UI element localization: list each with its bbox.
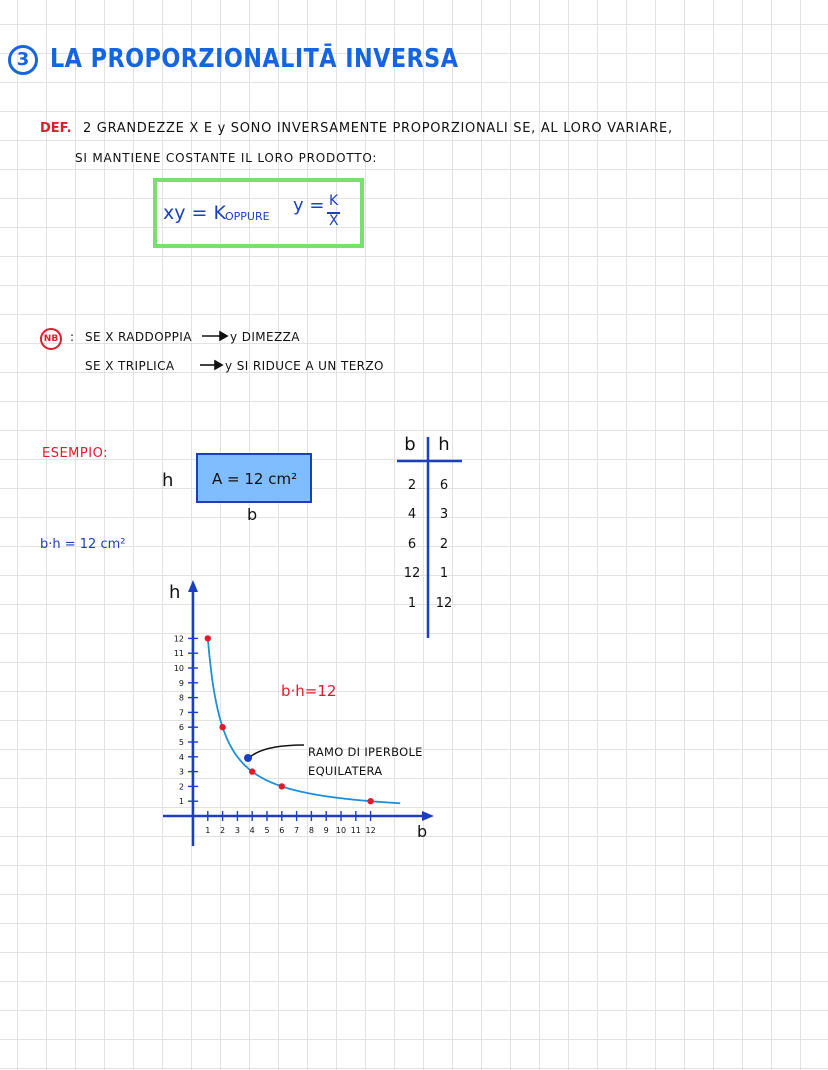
rectangle-area-label: A = 12 cm² bbox=[212, 470, 298, 488]
y-tick-label: 2 bbox=[178, 782, 184, 792]
table-cell: 1 bbox=[407, 596, 417, 611]
data-point bbox=[249, 768, 255, 774]
x-axis-label: b bbox=[417, 822, 428, 841]
formula-product: xy = K bbox=[163, 202, 226, 224]
x-tick-label: 5 bbox=[264, 826, 270, 835]
x-tick-label: 1 bbox=[205, 826, 211, 835]
table-cell: 12 bbox=[403, 566, 421, 581]
y-axis-label: h bbox=[169, 582, 181, 603]
table-cell: 2 bbox=[439, 537, 449, 552]
annotation-arrow-icon bbox=[244, 745, 304, 762]
x-tick-label: 2 bbox=[220, 826, 226, 835]
y-tick-label: 10 bbox=[173, 664, 184, 673]
rectangle-height-label: h bbox=[162, 470, 174, 491]
nb-rule-1-condition: SE X RADDOPPIA bbox=[85, 330, 192, 344]
x-tick-label: 6 bbox=[279, 826, 285, 835]
y-tick-label: 1 bbox=[178, 797, 184, 807]
formula-numerator: K bbox=[329, 193, 339, 209]
table-cell: 2 bbox=[407, 478, 417, 493]
x-tick-label: 3 bbox=[234, 826, 240, 835]
y-axis-arrow-icon bbox=[188, 580, 198, 592]
data-point bbox=[205, 635, 211, 641]
x-tick-label: 8 bbox=[308, 826, 314, 835]
section-number-badge: 3 bbox=[8, 45, 38, 75]
y-tick-label: 12 bbox=[173, 634, 184, 644]
curve-equation-label: b·h=12 bbox=[281, 682, 337, 700]
definition-line-2: SI MANTIENE COSTANTE IL LORO PRODOTTO: bbox=[75, 151, 378, 165]
y-tick-label: 8 bbox=[178, 693, 184, 703]
table-header-b: b bbox=[404, 434, 416, 455]
x-tick-label: 4 bbox=[249, 826, 255, 835]
page-title: LA PROPORZIONALITĀ INVERSA bbox=[50, 44, 459, 74]
y-tick-label: 6 bbox=[178, 723, 184, 733]
formula-lhs: y = bbox=[293, 195, 325, 216]
nb-separator: : bbox=[70, 330, 75, 344]
curve-annotation: RAMO DI IPERBOLE EQUILATERA bbox=[308, 745, 423, 778]
table-header-h: h bbox=[438, 434, 450, 455]
rectangle-base-label: b bbox=[247, 505, 258, 524]
y-tick-label: 5 bbox=[178, 738, 184, 747]
nb-rule-1-result: y DIMEZZA bbox=[230, 330, 300, 344]
x-axis-arrow-icon bbox=[422, 811, 434, 821]
nb-rule-2-result: y SI RIDUCE A UN TERZO bbox=[225, 359, 384, 373]
product-equation: b·h = 12 cm² bbox=[40, 537, 126, 552]
table-cell: 12 bbox=[435, 596, 453, 611]
formula-connector: OPPURE bbox=[225, 210, 270, 223]
nb-rule-2-condition: SE X TRIPLICA bbox=[85, 359, 175, 373]
definition-label: DEF. bbox=[40, 121, 72, 136]
y-tick-label: 9 bbox=[178, 678, 184, 688]
y-tick-label: 3 bbox=[178, 767, 184, 777]
table-cell: 6 bbox=[439, 478, 449, 493]
y-tick-label: 11 bbox=[173, 649, 184, 659]
x-tick-label: 10 bbox=[335, 826, 347, 835]
x-tick-label: 11 bbox=[350, 826, 361, 835]
y-tick-label: 4 bbox=[178, 752, 184, 762]
table-cell: 3 bbox=[439, 507, 449, 522]
nb-badge: NB bbox=[40, 328, 62, 350]
definition-line-1: 2 GRANDEZZE X E y SONO INVERSAMENTE PROPORZIONALI SE, AL LORO VARIARE, bbox=[83, 121, 673, 136]
x-tick-label: 7 bbox=[294, 826, 300, 835]
example-label: ESEMPIO: bbox=[42, 446, 108, 461]
x-tick-label: 12 bbox=[365, 826, 376, 835]
x-tick-label: 9 bbox=[323, 826, 329, 835]
table-cell: 6 bbox=[407, 537, 417, 552]
arrow-icon bbox=[202, 332, 227, 340]
table-cell: 1 bbox=[439, 566, 449, 581]
data-point bbox=[279, 783, 285, 789]
hyperbola-curve bbox=[208, 638, 400, 803]
table-cell: 4 bbox=[407, 507, 417, 522]
data-point bbox=[367, 798, 373, 804]
arrow-icon bbox=[200, 361, 222, 369]
formula-denominator: X bbox=[329, 213, 339, 229]
y-tick-label: 7 bbox=[178, 708, 184, 718]
data-point bbox=[219, 724, 225, 730]
